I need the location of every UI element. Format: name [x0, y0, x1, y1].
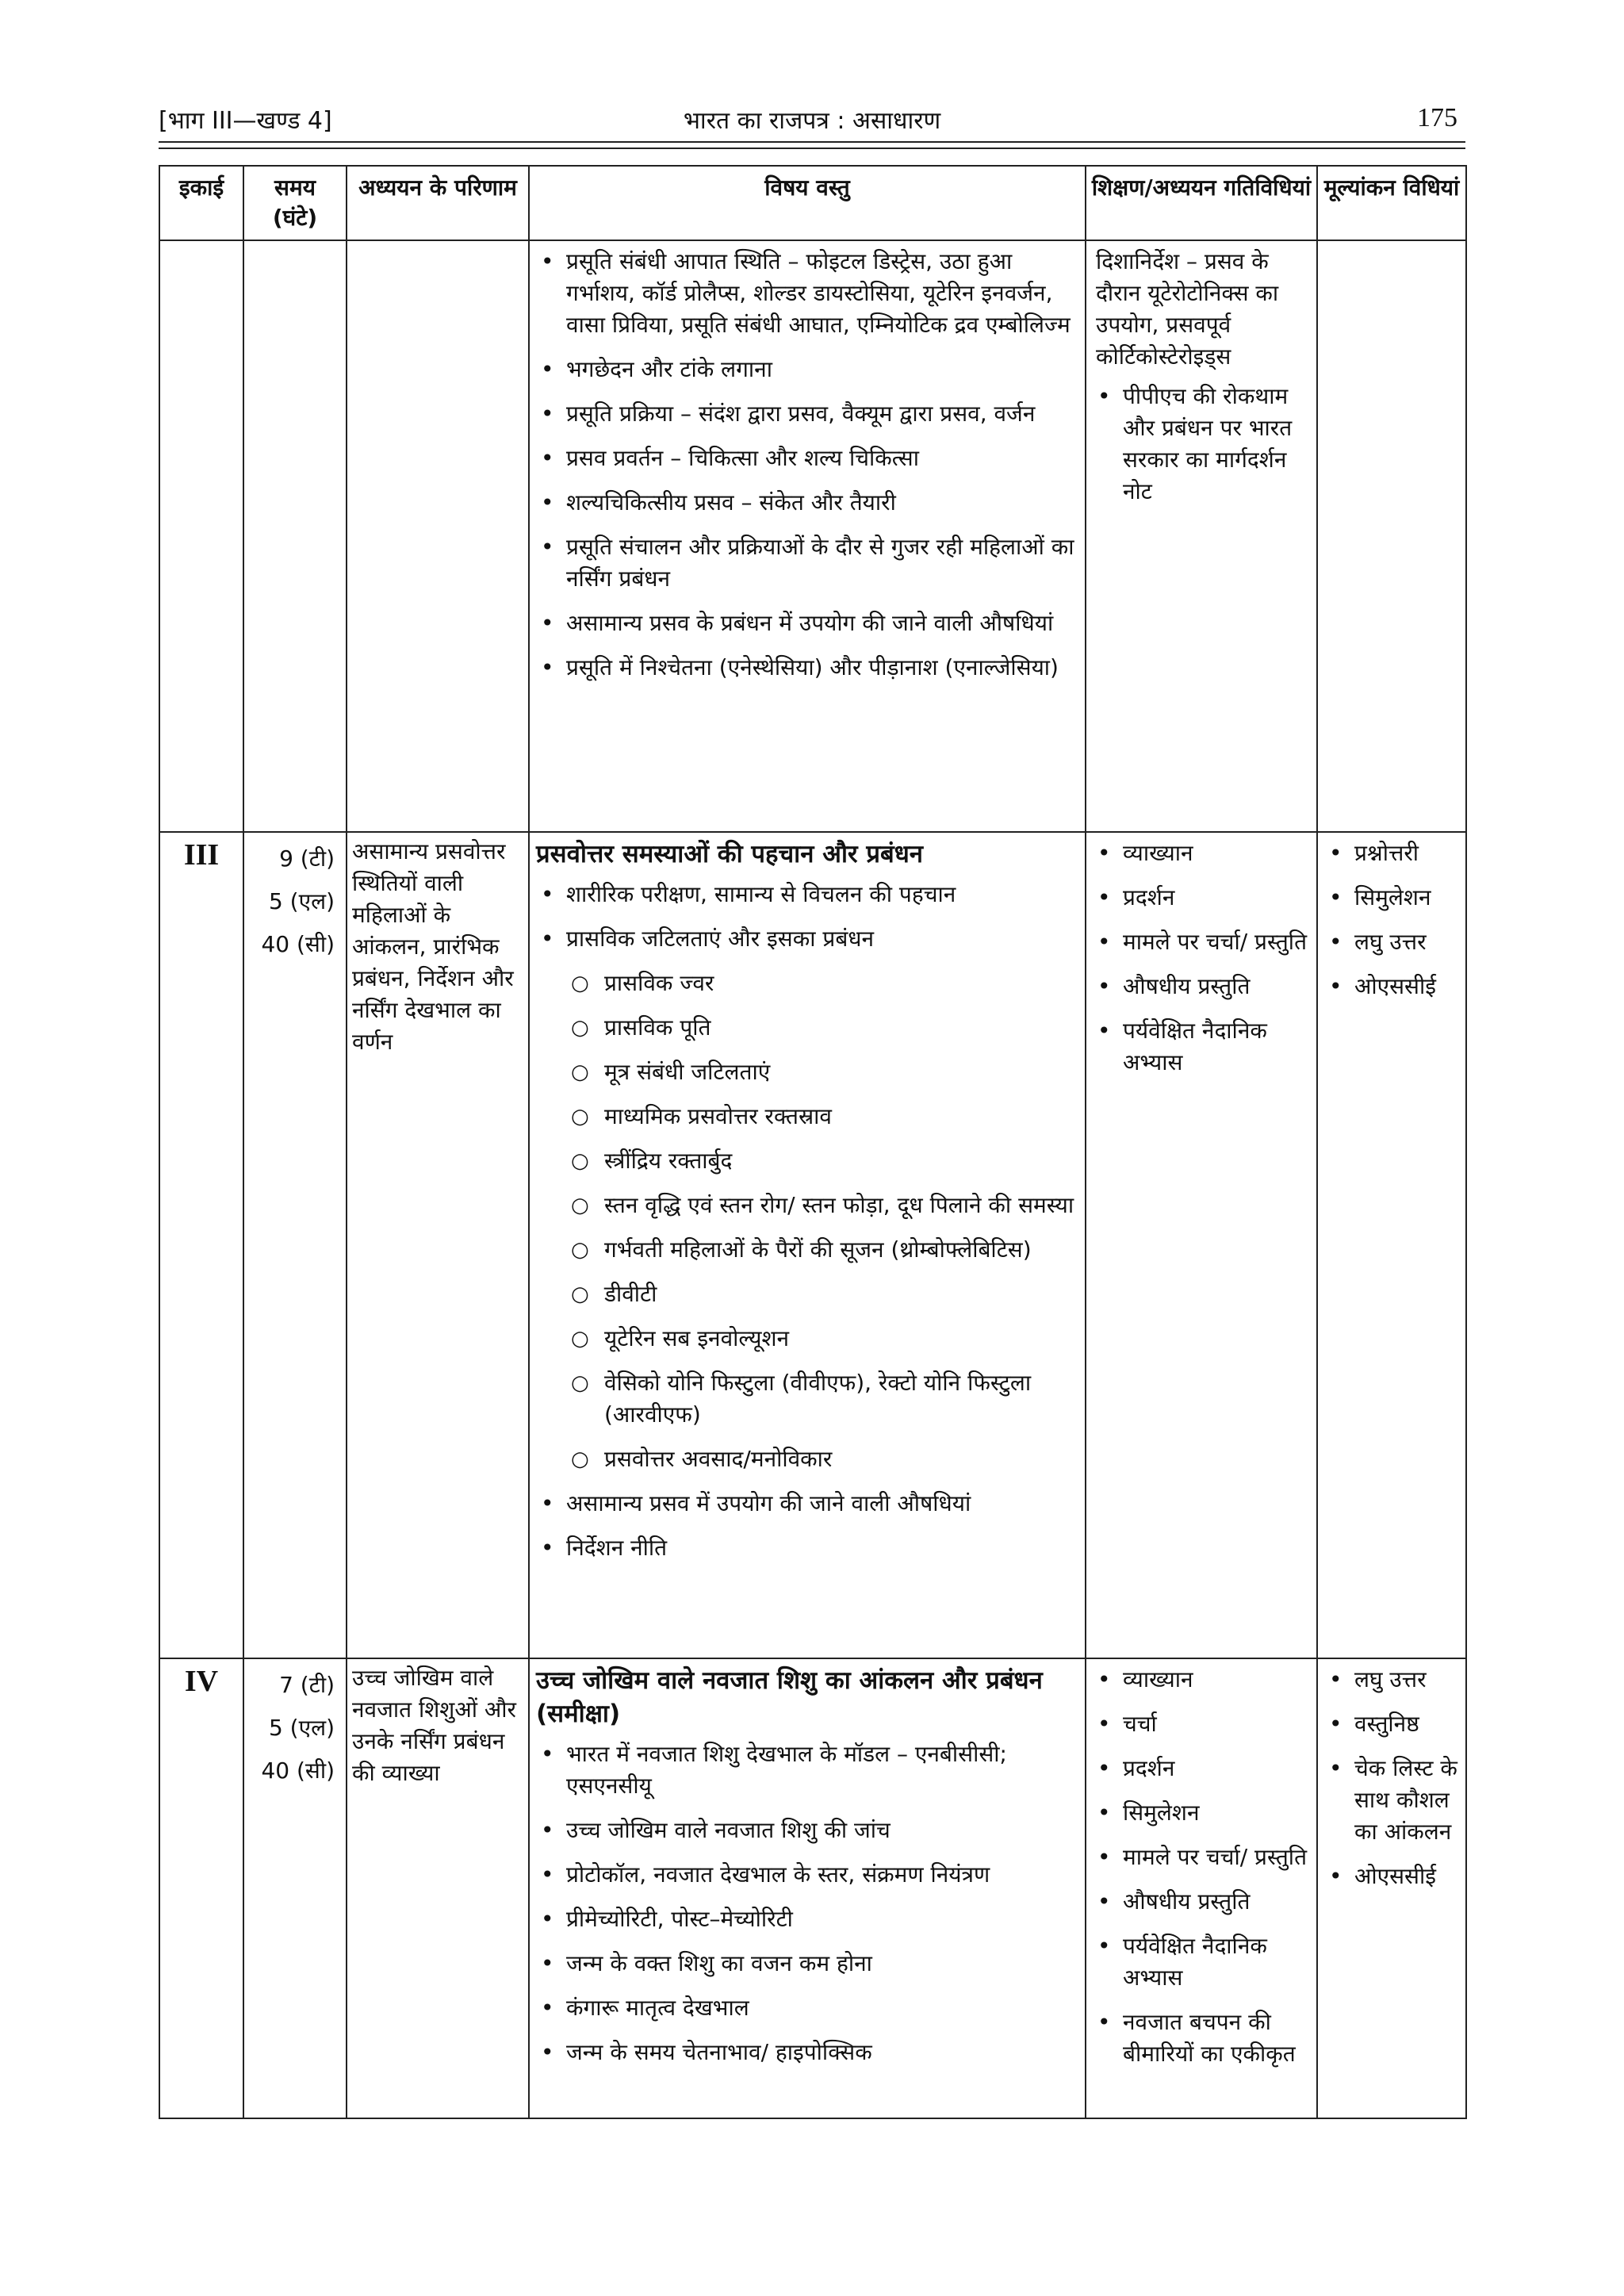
list-item: • वस्तुनिष्ठ: [1324, 1708, 1459, 1740]
list-item: • असामान्य प्रसव में उपयोग की जाने वाली औषधियां: [536, 1488, 1078, 1520]
sub-list-item: ○ माध्यमिक प्रसवोत्तर रक्तस्राव: [536, 1101, 1078, 1133]
section-title: उच्च जोखिम वाले नवजात शिशु का आंकलन और प्रबंधन (समीक्षा): [536, 1666, 1043, 1728]
learning-outcome: असामान्य प्रसवोत्तर स्थितियों वाली महिलाओं के आंकलन, प्रारंभिक प्रबंधन, निर्देशन और नर्सिंग देखभाल का वर्णन: [347, 832, 529, 1658]
page-number: 175: [1417, 103, 1457, 132]
content-list: [536, 879, 1078, 955]
list-item: • मामले पर चर्चा/ प्रस्तुति: [1093, 926, 1310, 958]
syllabus-table: [159, 165, 1467, 2119]
list-item: • भगछेदन और टांके लगाना: [536, 354, 1078, 385]
sub-list-item: ○ गर्भवती महिलाओं के पैरों की सूजन (थ्रोम्बोफ्लेबिटिस): [536, 1234, 1078, 1266]
time-lab: 5 (एल): [268, 888, 335, 914]
table-row: [159, 240, 1466, 832]
time-cell: [243, 1658, 347, 2118]
list-item: • प्रसूति प्रक्रिया – संदंश द्वारा प्रसव, वैक्यूम द्वारा प्रसव, वर्जन: [536, 398, 1078, 430]
list-item-label: प्रासविक जटिलताएं और इसका प्रबंधन: [566, 926, 875, 952]
col-header-unit: इकाई: [159, 166, 243, 240]
time-clinical: 40 (सी): [261, 1757, 335, 1784]
list-item: • पीपीएच की रोकथाम और प्रबंधन पर भारत सरकार का मार्गदर्शन नोट: [1093, 381, 1310, 508]
list-item: • जन्म के वक्त शिशु का वजन कम होना: [536, 1948, 1078, 1980]
list-item: • पर्यवेक्षित नैदानिक अभ्यास: [1093, 1930, 1310, 1994]
list-item: • सिमुलेशन: [1093, 1797, 1310, 1829]
time-lab: 5 (एल): [268, 1715, 335, 1741]
list-item: • ओएससीई: [1324, 1861, 1459, 1892]
activities-list: [1093, 1664, 1310, 2070]
list-item: • औषधीय प्रस्तुति: [1093, 971, 1310, 1002]
gazette-title: भारत का राजपत्र : असाधारण: [683, 107, 941, 135]
list-item: • व्याख्यान: [1093, 1664, 1310, 1696]
time-cell: [243, 240, 347, 832]
sub-list-item: ○ डीवीटी: [536, 1278, 1078, 1310]
list-item: • चेक लिस्ट के साथ कौशल का आंकलन: [1324, 1753, 1459, 1848]
list-item: • सिमुलेशन: [1324, 882, 1459, 914]
sub-list-item: ○ प्रसवोत्तर अवसाद/मनोविकार: [536, 1443, 1078, 1475]
list-item: • प्रसव प्रवर्तन – चिकित्सा और शल्य चिकित्सा: [536, 443, 1078, 474]
list-item: • लघु उत्तर: [1324, 1664, 1459, 1696]
activities-cell: [1086, 832, 1317, 1658]
list-item: • लघु उत्तर: [1324, 926, 1459, 958]
evaluation-list: [1324, 838, 1459, 1002]
list-item: • असामान्य प्रसव के प्रबंधन में उपयोग की जाने वाली औषधियां: [536, 608, 1078, 639]
list-item: • शारीरिक परीक्षण, सामान्य से विचलन की पहचान: [536, 879, 1078, 910]
header-rule-top: [159, 141, 1465, 143]
time-theory: 7 (टी): [279, 1672, 335, 1698]
sub-list-item: ○ स्तन वृद्धि एवं स्तन रोग/ स्तन फोड़ा, दूध पिलाने की समस्या: [536, 1190, 1078, 1221]
col-header-outcome: अध्ययन के परिणाम: [347, 166, 529, 240]
list-item: • मामले पर चर्चा/ प्रस्तुति: [1093, 1842, 1310, 1873]
content-cell: [529, 832, 1086, 1658]
list-item: • ओएससीई: [1324, 971, 1459, 1002]
content-cell: [529, 1658, 1086, 2118]
list-item: • पर्यवेक्षित नैदानिक अभ्यास: [1093, 1015, 1310, 1079]
list-item: • निर्देशन नीति: [536, 1532, 1078, 1564]
list-item: • प्रीमेच्योरिटी, पोस्ट–मेच्योरिटी: [536, 1903, 1078, 1935]
learning-outcome: उच्च जोखिम वाले नवजात शिशुओं और उनके नर्सिंग प्रबंधन की व्याख्या: [347, 1658, 529, 2118]
list-item: • उच्च जोखिम वाले नवजात शिशु की जांच: [536, 1815, 1078, 1846]
list-item: • व्याख्यान: [1093, 838, 1310, 869]
col-header-time: समय (घंटे): [243, 166, 347, 240]
activities-cell: [1086, 240, 1317, 832]
content-list: [536, 1738, 1078, 2068]
list-item: • शल्यचिकित्सीय प्रसव – संकेत और तैयारी: [536, 487, 1078, 519]
list-item: • प्रश्नोत्तरी: [1324, 838, 1459, 869]
outcome-cell: [347, 240, 529, 832]
list-item: • प्रदर्शन: [1093, 1753, 1310, 1784]
list-item: • जन्म के समय चेतनाभाव/ हाइपोक्सिक: [536, 2037, 1078, 2068]
evaluation-cell: [1317, 1658, 1466, 2118]
list-item: • चर्चा: [1093, 1708, 1310, 1740]
list-item: • प्रसूति संबंधी आपात स्थिति – फोइटल डिस्ट्रेस, उठा हुआ गर्भाशय, कॉर्ड प्रोलैप्स, शोल्डर डायस्टोसिया, यूटेरिन इनवर्जन, वासा प्रिविया, प्रसूति संबंधी आघात, एम्नियोटिक द्रव एम्बोलिज्म: [536, 246, 1078, 341]
list-item: • कंगारू मातृत्व देखभाल: [536, 1992, 1078, 2024]
list-item: • प्रसूति संचालन और प्रक्रियाओं के दौर से गुजर रही महिलाओं का नर्सिंग प्रबंधन: [536, 531, 1078, 595]
table-row-unit-iv: [159, 1658, 1466, 2118]
col-header-evaluation: मूल्यांकन विधियां: [1317, 166, 1466, 240]
col-header-content: विषय वस्तु: [529, 166, 1086, 240]
sub-list-item: ○ मूत्र संबंधी जटिलताएं: [536, 1056, 1078, 1088]
section-title: प्रसवोत्तर समस्याओं की पहचान और प्रबंधन: [536, 840, 923, 868]
table-header-row: [159, 166, 1466, 240]
header-rule-bottom: [159, 148, 1465, 149]
table-row-unit-iii: [159, 832, 1466, 1658]
list-item: • नवजात बचपन की बीमारियों का एकीकृत: [1093, 2007, 1310, 2070]
list-item: • औषधीय प्रस्तुति: [1093, 1886, 1310, 1918]
time-clinical: 40 (सी): [261, 931, 335, 957]
unit-cell: [159, 240, 243, 832]
sub-list-item: ○ प्रासविक ज्वर: [536, 968, 1078, 999]
activities-list: [1093, 381, 1310, 508]
time-theory: 9 (टी): [279, 845, 335, 872]
list-item: • प्रोटोकॉल, नवजात देखभाल के स्तर, संक्रमण नियंत्रण: [536, 1859, 1078, 1891]
activities-text: दिशानिर्देश – प्रसव के दौरान यूटेरोटोनिक्स का उपयोग, प्रसवपूर्व कोर्टिकोस्टेरोइड्स: [1096, 248, 1279, 370]
evaluation-cell: [1317, 240, 1466, 832]
activities-list: [1093, 838, 1310, 1079]
sub-list-item: ○ प्रासविक पूति: [536, 1012, 1078, 1044]
evaluation-cell: [1317, 832, 1466, 1658]
content-list: [536, 246, 1078, 684]
list-item: • भारत में नवजात शिशु देखभाल के मॉडल – एनबीसीसी; एसएनसीयू: [536, 1738, 1078, 1802]
time-cell: [243, 832, 347, 1658]
list-item: • प्रदर्शन: [1093, 882, 1310, 914]
list-item: [536, 923, 1078, 955]
col-header-activities: शिक्षण/अध्ययन गतिविधियां: [1086, 166, 1317, 240]
content-list: [536, 1488, 1078, 1564]
sub-list-item: ○ स्त्रींद्रिय रक्तार्बुद: [536, 1145, 1078, 1177]
sub-list-item: ○ वेसिको योनि फिस्टुला (वीवीएफ), रेक्टो योनि फिस्टुला (आरवीएफ): [536, 1367, 1078, 1431]
sub-list-item: ○ यूटेरिन सब इनवोल्यूशन: [536, 1323, 1078, 1355]
list-item: • प्रसूति में निश्चेतना (एनेस्थेसिया) और पीड़ानाश (एनाल्जेसिया): [536, 652, 1078, 684]
sub-list: [536, 968, 1078, 1475]
unit-number: IV: [159, 1658, 243, 2118]
activities-cell: [1086, 1658, 1317, 2118]
content-cell: [529, 240, 1086, 832]
gazette-part-label: [भाग III—खण्ड 4]: [159, 107, 332, 135]
evaluation-list: [1324, 1664, 1459, 1892]
unit-number: III: [159, 832, 243, 1658]
